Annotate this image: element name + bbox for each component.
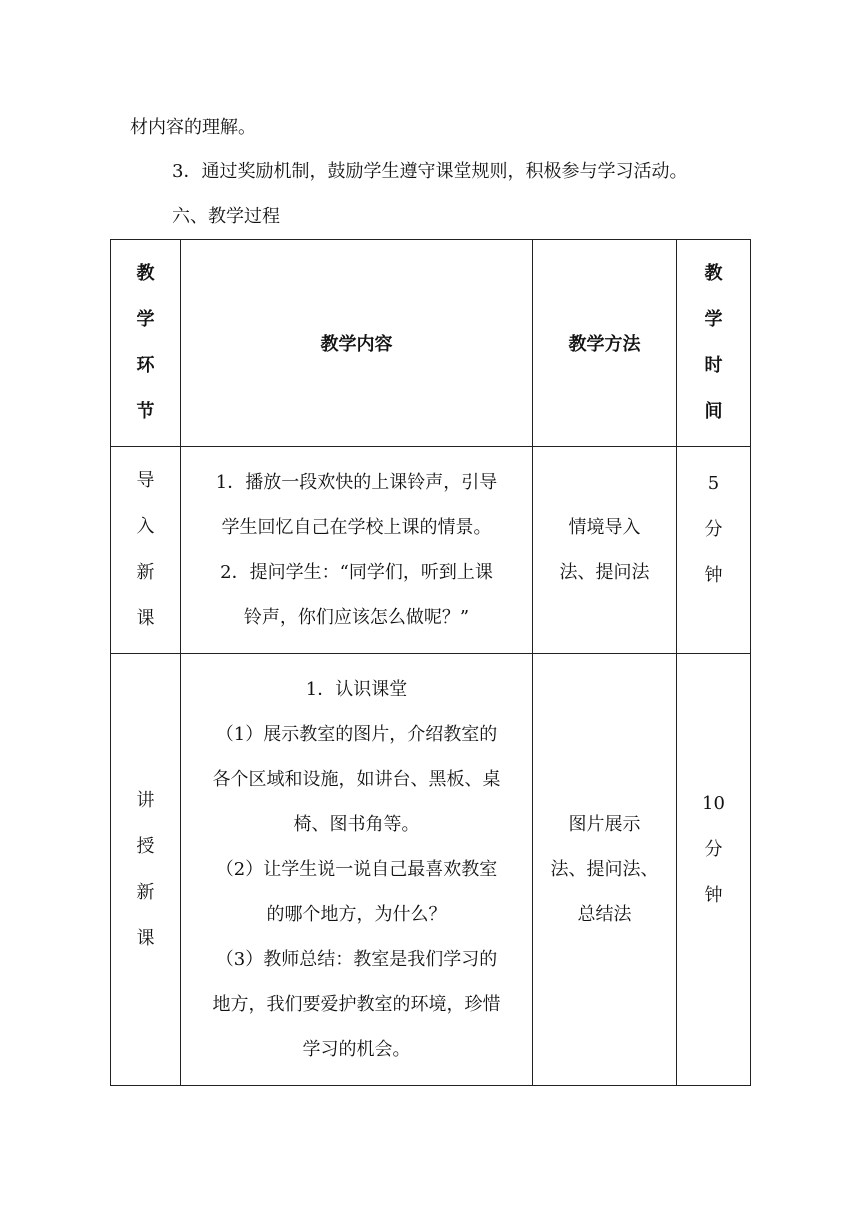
content-line: 铃声，你们应该怎么做呢？” — [243, 607, 470, 628]
time-char: 10 — [702, 792, 725, 814]
time-char: 分 — [704, 519, 723, 540]
header-char: 学 — [704, 309, 723, 330]
row-content — [181, 654, 533, 1086]
content-line: 的哪个地方，为什么？ — [266, 904, 447, 925]
table-header-row — [111, 240, 751, 447]
stage-char: 讲 — [136, 789, 155, 811]
row-method — [533, 447, 677, 654]
content-line: 2．提问学生：“同学们，听到上课 — [220, 562, 493, 583]
stage-char: 课 — [136, 927, 155, 949]
time-char: 钟 — [704, 884, 723, 906]
stage-char: 导 — [136, 470, 155, 491]
method-line: 总结法 — [577, 904, 632, 925]
stage-char: 新 — [136, 562, 155, 583]
section-heading: 六、教学过程 — [172, 206, 280, 227]
method-line: 图片展示 — [568, 814, 641, 835]
stage-char: 新 — [136, 881, 155, 903]
table-row — [111, 447, 751, 654]
stage-char: 入 — [136, 516, 155, 537]
objective-item-3: 3．通过奖励机制，鼓励学生遵守课堂规则，积极参与学习活动。 — [172, 161, 688, 182]
row-stage — [111, 447, 181, 654]
header-char: 间 — [704, 401, 723, 422]
content-line: 学习的机会。 — [302, 1039, 411, 1060]
header-char: 学 — [136, 309, 155, 330]
time-char: 分 — [704, 838, 723, 860]
header-time — [677, 240, 751, 447]
header-char: 教 — [704, 263, 723, 284]
header-method: 教学方法 — [533, 240, 677, 447]
method-line: 法、提问法、 — [550, 859, 659, 880]
content-line: 学生回忆自己在学校上课的情景。 — [221, 517, 492, 538]
content-line: 1．认识课堂 — [305, 679, 408, 700]
header-char: 环 — [136, 355, 155, 376]
content-line: 椅、图书角等。 — [293, 814, 420, 835]
teaching-process-table — [110, 239, 751, 1086]
stage-char: 课 — [136, 608, 155, 629]
time-char: 钟 — [704, 565, 723, 586]
paragraph-continuation: 材内容的理解。 — [130, 117, 256, 138]
row-content — [181, 447, 533, 654]
header-content: 教学内容 — [181, 240, 533, 447]
method-line: 情境导入 — [568, 517, 641, 538]
time-char: 5 — [707, 473, 720, 494]
content-line: （2）让学生说一说自己最喜欢教室 — [215, 859, 498, 880]
row-stage — [111, 654, 181, 1086]
header-stage — [111, 240, 181, 447]
content-line: 各个区域和设施，如讲台、黑板、桌 — [212, 769, 501, 790]
content-line: 地方，我们要爱护教室的环境，珍惜 — [212, 994, 501, 1015]
method-line: 法、提问法 — [559, 562, 650, 583]
row-time — [677, 447, 751, 654]
header-char: 教 — [136, 263, 155, 284]
content-line: 1．播放一段欢快的上课铃声，引导 — [215, 472, 498, 493]
table-row — [111, 654, 751, 1086]
content-line: （1）展示教室的图片，介绍教室的 — [215, 724, 498, 745]
header-char: 时 — [704, 355, 723, 376]
stage-char: 授 — [136, 835, 155, 857]
row-method — [533, 654, 677, 1086]
header-char: 节 — [136, 401, 155, 422]
content-line: （3）教师总结：教室是我们学习的 — [215, 949, 498, 970]
row-time — [677, 654, 751, 1086]
